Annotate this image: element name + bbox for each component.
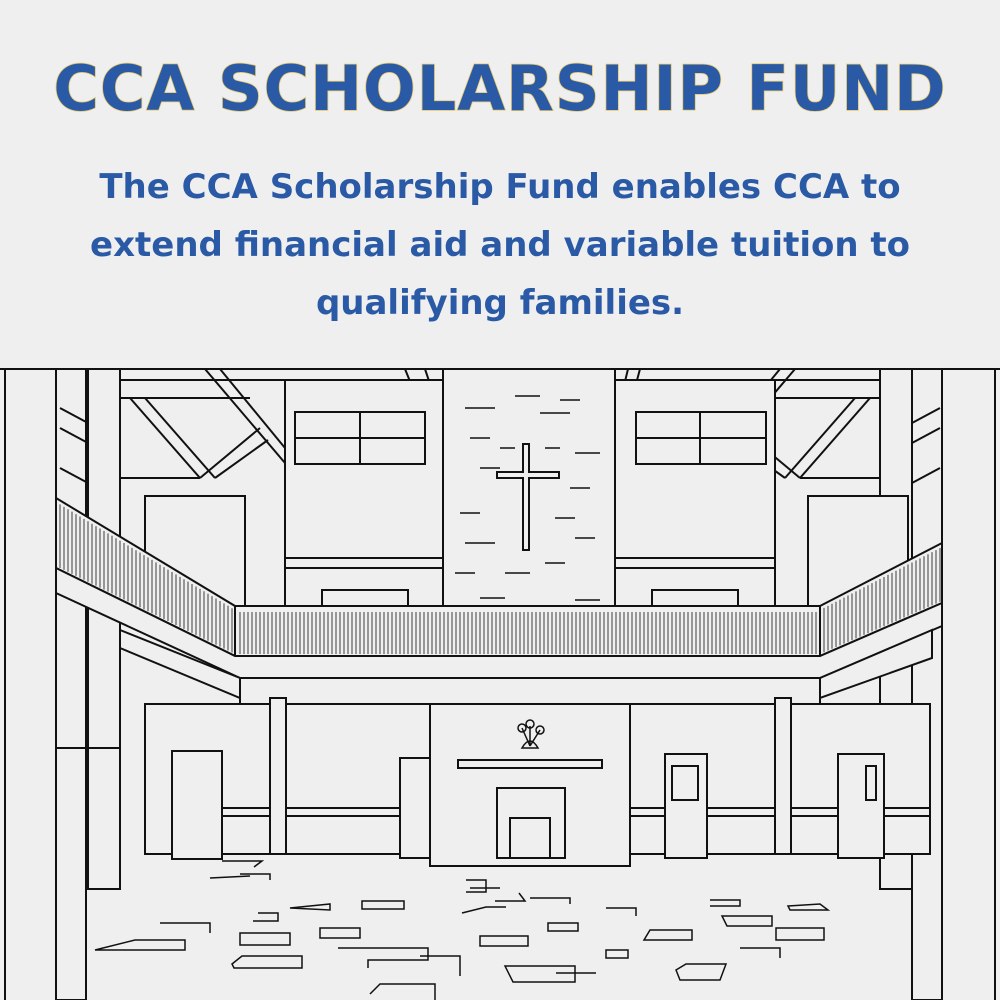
- door-center-left: [400, 758, 430, 858]
- description-text: The CCA Scholarship Fund enables CCA to extend financial aid and variable tuition to qualifying families.: [90, 167, 910, 323]
- right-columns: [880, 369, 942, 1000]
- header-section: [0, 0, 1000, 368]
- left-columns: [56, 369, 120, 1000]
- lower-hall: [55, 698, 930, 866]
- page-title: CCA SCHOLARSHIP FUND: [53, 52, 947, 125]
- floor-tiles: [95, 861, 828, 1000]
- upper-left-wall: [285, 380, 443, 607]
- atrium-illustration: [0, 368, 1000, 1000]
- upper-right-wall: [615, 380, 775, 607]
- door-right: [838, 754, 884, 858]
- door-left: [172, 751, 222, 859]
- atrium-line-drawing: [0, 368, 1000, 1000]
